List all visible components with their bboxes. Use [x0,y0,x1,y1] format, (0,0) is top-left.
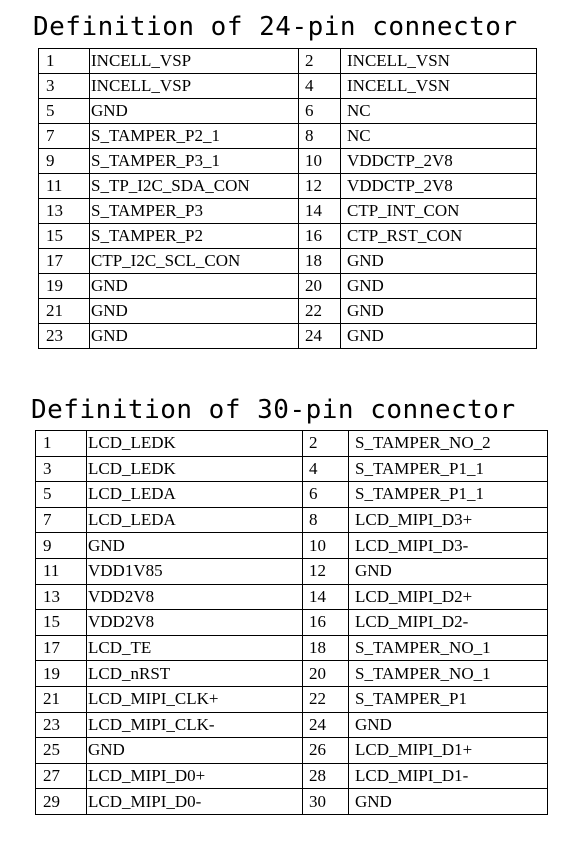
pin-signal: LCD_MIPI_D2+ [349,584,548,610]
pin-signal: GND [341,299,537,324]
pin-signal: LCD_MIPI_CLK+ [87,686,303,712]
pin-number: 7 [36,507,87,533]
table-row [39,199,537,224]
section-title-30-pin: Definition of 30-pin connector [31,395,516,425]
pin-number: 8 [299,124,341,149]
table-row [36,635,548,661]
pin-signal: GND [341,324,537,349]
pin-number: 16 [303,610,349,636]
table-row [36,584,548,610]
pin-number: 12 [299,174,341,199]
pin-signal: CTP_RST_CON [341,224,537,249]
pin-number: 8 [303,507,349,533]
pin-signal: LCD_nRST [87,661,303,687]
pin-number: 11 [39,174,90,199]
table-row [36,558,548,584]
pin-signal: S_TP_I2C_SDA_CON [90,174,299,199]
table-row [39,74,537,99]
pin-signal: GND [90,99,299,124]
pin-signal: VDDCTP_2V8 [341,149,537,174]
pin-signal: S_TAMPER_P1_1 [349,456,548,482]
pin-number: 10 [303,533,349,559]
table-row [36,763,548,789]
pin-number: 27 [36,763,87,789]
pin-number: 2 [303,431,349,457]
pin-number: 19 [39,274,90,299]
pin-signal: S_TAMPER_P2 [90,224,299,249]
pin-signal: LCD_MIPI_D3- [349,533,548,559]
pin-number: 6 [299,99,341,124]
pin-signal: VDD1V85 [87,558,303,584]
pin-signal: LCD_MIPI_D2- [349,610,548,636]
pin-number: 24 [303,712,349,738]
pin-number: 2 [299,49,341,74]
pin-signal: CTP_I2C_SCL_CON [90,249,299,274]
pin-signal: VDD2V8 [87,610,303,636]
pin-signal: GND [87,533,303,559]
table-row [36,610,548,636]
pin-signal: INCELL_VSN [341,74,537,99]
pin-signal: S_TAMPER_P1 [349,686,548,712]
pin-signal: LCD_MIPI_D0- [87,789,303,815]
pin-number: 17 [36,635,87,661]
pin-number: 20 [303,661,349,687]
table-row [36,661,548,687]
pin-number: 22 [303,686,349,712]
pin-signal: GND [87,738,303,764]
pin-number: 14 [303,584,349,610]
pin-number: 23 [36,712,87,738]
pin-signal: S_TAMPER_P1_1 [349,482,548,508]
pin-number: 23 [39,324,90,349]
pin-number: 24 [299,324,341,349]
pin-signal: INCELL_VSN [341,49,537,74]
pin-number: 30 [303,789,349,815]
pin-number: 19 [36,661,87,687]
table-row [39,49,537,74]
table-row [36,686,548,712]
table-row [36,738,548,764]
pin-number: 14 [299,199,341,224]
pin-table-24-pin [38,48,537,349]
pin-number: 3 [39,74,90,99]
pin-number: 28 [303,763,349,789]
pin-signal: CTP_INT_CON [341,199,537,224]
pin-number: 15 [39,224,90,249]
pin-signal: GND [90,324,299,349]
pin-signal: LCD_MIPI_CLK- [87,712,303,738]
pin-signal: NC [341,99,537,124]
pin-signal: S_TAMPER_NO_1 [349,635,548,661]
table-row [36,431,548,457]
pin-signal: S_TAMPER_NO_2 [349,431,548,457]
pin-number: 21 [39,299,90,324]
pin-number: 17 [39,249,90,274]
table-row [36,789,548,815]
pin-signal: NC [341,124,537,149]
pin-signal: GND [341,274,537,299]
pin-signal: LCD_LEDA [87,482,303,508]
pin-number: 12 [303,558,349,584]
table-row [39,224,537,249]
pin-number: 9 [36,533,87,559]
pin-number: 4 [299,74,341,99]
pin-signal: LCD_LEDA [87,507,303,533]
table-row [36,712,548,738]
pin-signal: GND [90,274,299,299]
table-row [39,149,537,174]
pin-signal: S_TAMPER_NO_1 [349,661,548,687]
pin-signal: S_TAMPER_P2_1 [90,124,299,149]
pin-signal: INCELL_VSP [90,49,299,74]
pin-number: 18 [299,249,341,274]
table-row [36,482,548,508]
pin-signal: S_TAMPER_P3 [90,199,299,224]
table-row [39,99,537,124]
pin-signal: INCELL_VSP [90,74,299,99]
pin-signal: LCD_MIPI_D3+ [349,507,548,533]
pin-signal: LCD_MIPI_D1- [349,763,548,789]
pin-number: 11 [36,558,87,584]
pin-signal: VDD2V8 [87,584,303,610]
pin-signal: GND [349,789,548,815]
pin-number: 3 [36,456,87,482]
pin-number: 25 [36,738,87,764]
pin-signal: GND [341,249,537,274]
pin-signal: LCD_LEDK [87,456,303,482]
pin-number: 5 [36,482,87,508]
table-row [36,456,548,482]
pin-number: 18 [303,635,349,661]
pin-number: 21 [36,686,87,712]
pin-number: 4 [303,456,349,482]
pin-signal: VDDCTP_2V8 [341,174,537,199]
table-row [39,324,537,349]
table-row [39,299,537,324]
table-row [36,507,548,533]
pin-number: 6 [303,482,349,508]
pin-signal: GND [349,712,548,738]
pin-number: 15 [36,610,87,636]
pin-table-30-pin [35,430,548,815]
pin-signal: S_TAMPER_P3_1 [90,149,299,174]
pin-signal: LCD_TE [87,635,303,661]
pin-signal: GND [90,299,299,324]
pin-signal: LCD_LEDK [87,431,303,457]
table-row [39,124,537,149]
pin-number: 16 [299,224,341,249]
pin-number: 20 [299,274,341,299]
table-row [39,274,537,299]
pin-number: 26 [303,738,349,764]
pin-number: 7 [39,124,90,149]
table-row [39,249,537,274]
table-row [39,174,537,199]
pin-number: 13 [36,584,87,610]
pin-signal: LCD_MIPI_D1+ [349,738,548,764]
table-row [36,533,548,559]
pin-number: 22 [299,299,341,324]
pin-number: 29 [36,789,87,815]
pin-number: 10 [299,149,341,174]
pin-number: 13 [39,199,90,224]
pin-number: 1 [36,431,87,457]
pin-number: 5 [39,99,90,124]
section-title-24-pin: Definition of 24-pin connector [33,12,518,42]
pin-signal: LCD_MIPI_D0+ [87,763,303,789]
pin-number: 1 [39,49,90,74]
pin-number: 9 [39,149,90,174]
pin-signal: GND [349,558,548,584]
